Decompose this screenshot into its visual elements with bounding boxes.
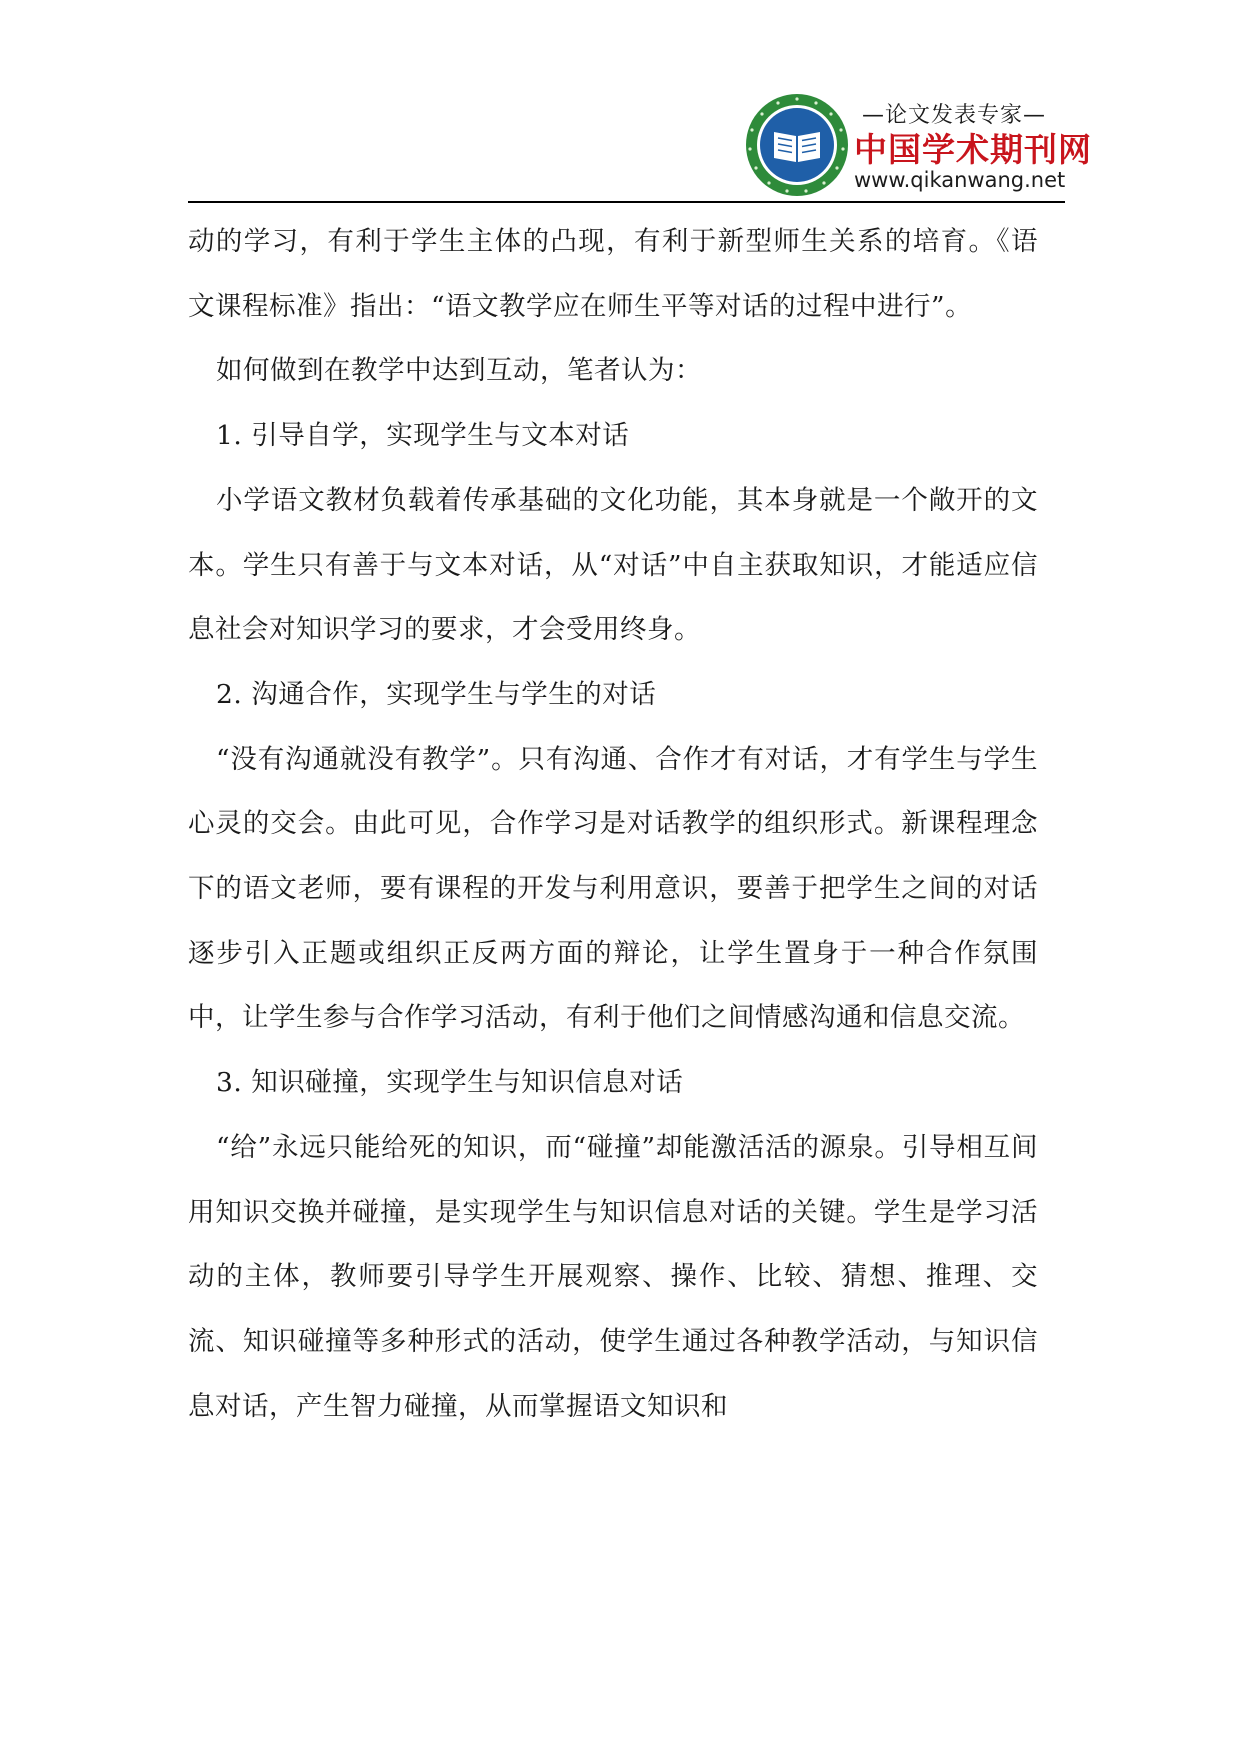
logo-site-name: 中国学术期刊网 [854, 130, 1092, 169]
document-body [188, 210, 1038, 1439]
seal-emblem-icon [744, 92, 850, 198]
qikanwang-logo[interactable] [744, 86, 1092, 201]
section-heading: 2. 沟通合作，实现学生与学生的对话 [216, 678, 657, 710]
page-header [188, 86, 1092, 204]
header-divider [188, 201, 1065, 203]
section-heading: 1. 引导自学，实现学生与文本对话 [216, 420, 630, 452]
logo-url: www.qikanwang.net [854, 168, 1066, 192]
logo-tagline: —论文发表专家— [861, 103, 1046, 128]
paragraph: “给”永远只能给死的知识，而“碰撞”却能激活活的源泉。引导相互间用知识交换并碰撞，是实现学生与知识信息对话的关键。学生是学习活动的主体，教师要引导学生开展观察、操作、比较、猜想、推理、交流、知识碰撞等多种形式的活动，使学生通过各种教学活动，与知识信息对话，产生智力碰撞，从而掌握语文知识和 [188, 1131, 1038, 1422]
paragraph: “没有沟通就没有教学”。只有沟通、合作才有对话，才有学生与学生心灵的交会。由此可见，合作学习是对话教学的组织形式。新课程理念下的语文老师，要有课程的开发与利用意识，要善于把学生之间的对话逐步引入正题或组织正反两方面的辩论，让学生置身于一种合作氛围中，让学生参与合作学习活动，有利于他们之间情感沟通和信息交流。 [188, 743, 1038, 1034]
section-heading: 3. 知识碰撞，实现学生与知识信息对话 [216, 1067, 684, 1099]
paragraph: 动的学习，有利于学生主体的凸现，有利于新型师生关系的培育。《语文课程标准》指出：“语文教学应在师生平等对话的过程中进行”。 [188, 226, 1038, 322]
paragraph: 小学语文教材负载着传承基础的文化功能，其本身就是一个敞开的文本。学生只有善于与文本对话，从“对话”中自主获取知识，才能适应信息社会对知识学习的要求，才会受用终身。 [188, 484, 1038, 646]
paragraph: 如何做到在教学中达到互动，笔者认为： [216, 355, 702, 387]
